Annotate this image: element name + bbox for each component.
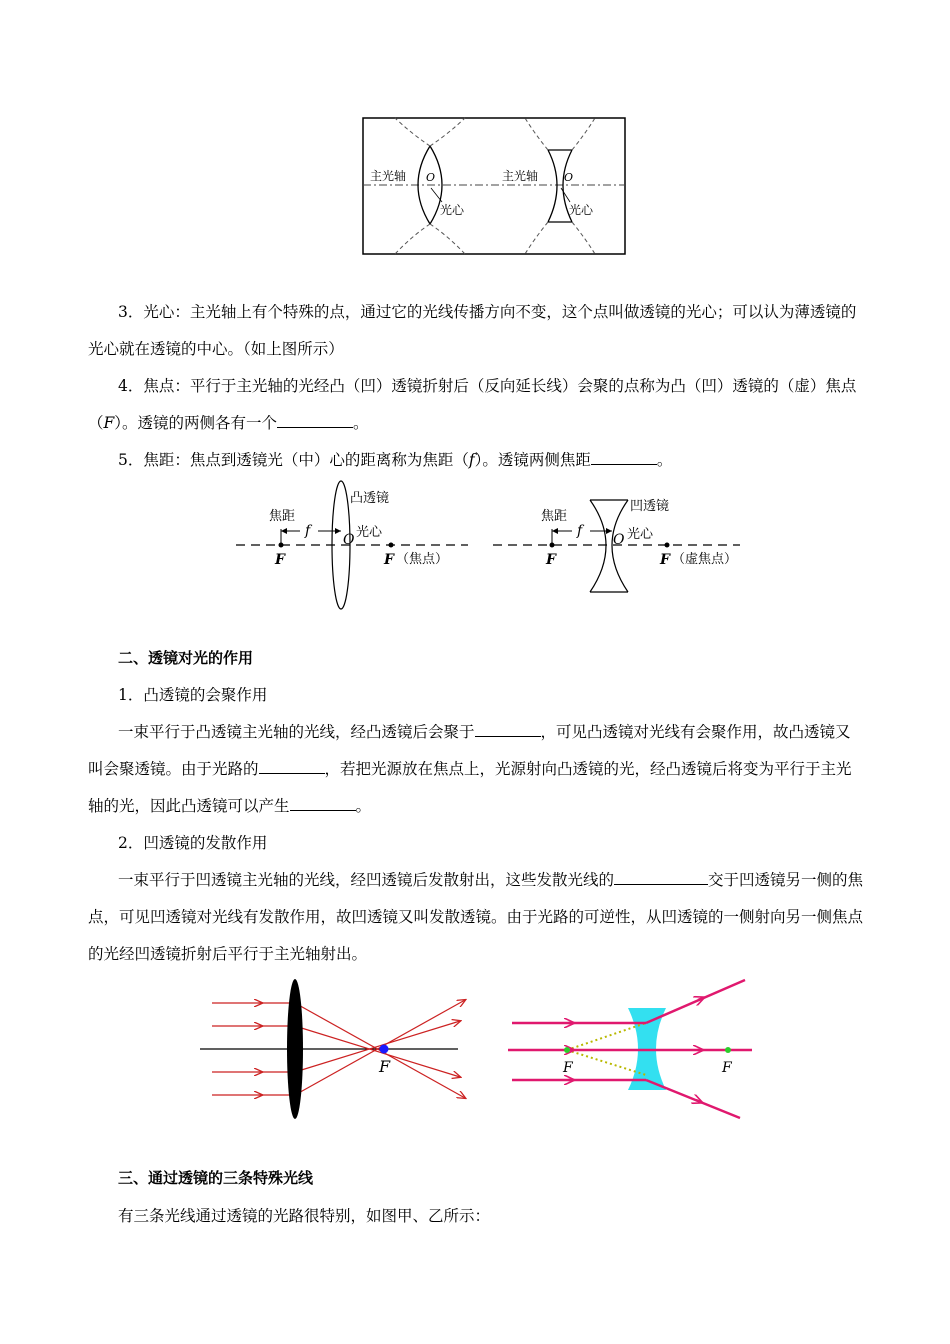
concave-virtual-focus-label: （虚焦点） — [672, 552, 738, 567]
item-5-text-c: 。 — [656, 451, 673, 469]
convex-ray-F: F — [379, 1057, 391, 1076]
item-4-text-c: 。 — [353, 414, 369, 432]
concave-ray-F-left: F — [563, 1060, 573, 1076]
section-2-para-2 — [88, 862, 864, 973]
section-2-heading: 二、透镜对光的作用 — [118, 649, 254, 667]
para-1-b: ，可见凸透镜对光线有会聚作用，故凸透镜又叫会聚透镜。由于光路的 — [88, 723, 851, 778]
para-1-a: 一束平行于凸透镜主光轴的光线，经凸透镜后会聚于 — [118, 723, 475, 741]
item-4-focal-point — [88, 368, 864, 442]
fig1-axis-label-right: 主光轴 — [502, 169, 539, 183]
concave-F-left: F — [546, 552, 556, 568]
para-2-a: 一束平行于凹透镜主光轴的光线，经凹透镜后发散射出，这些发散光线的 — [118, 871, 615, 889]
item-3-optical-center — [88, 294, 864, 368]
convex-title: 凸透镜 — [350, 491, 390, 506]
para-1-blank-3[interactable] — [290, 796, 356, 811]
convex-focus-label: （焦点） — [396, 552, 449, 567]
section-2-sub-1: 1．凸透镜的会聚作用 — [118, 686, 268, 704]
fig1-o-left: O — [426, 171, 436, 184]
concave-ray-F-right: F — [722, 1060, 732, 1076]
ray-figure — [0, 975, 950, 1125]
fig1-o-right: O — [564, 171, 574, 184]
section-2-para-1 — [88, 714, 864, 825]
item-5-number: 5． — [118, 451, 144, 469]
convex-f-symbol: f — [305, 523, 311, 539]
para-2-b: 交于凹透镜另一侧的焦点，可见凹透镜对光线有发散作用，故凹透镜又叫发散透镜。由于光路的可逆性，从凹透镜的一侧射向另一侧焦点的光经凹透镜折射后平行于主光轴射出。 — [88, 871, 864, 963]
concave-F-right: F — [660, 552, 670, 568]
item-4-symbol: F — [103, 414, 115, 432]
convex-F-left: F — [275, 552, 285, 568]
item-3-text: 光心：主光轴上有个特殊的点，通过它的光线传播方向不变，这个点叫做透镜的光心；可以认为薄透镜的光心就在透镜的中心。（如上图所示） — [88, 303, 857, 358]
convex-focal-length-label: 焦距 — [269, 509, 296, 524]
item-5-focal-length — [88, 442, 864, 479]
fig1-axis-label-left: 主光轴 — [370, 169, 407, 183]
item-5-symbol: f — [468, 451, 475, 469]
convex-F-right: F — [384, 552, 394, 568]
section-3-para: 有三条光线通过透镜的光路很特别，如图甲、乙所示： — [118, 1207, 491, 1225]
convex-o-symbol: O — [343, 532, 355, 548]
convex-center-label: 光心 — [356, 525, 383, 540]
para-1-blank-1[interactable] — [475, 722, 541, 737]
item-4-blank[interactable] — [277, 413, 353, 428]
item-4-number: 4． — [118, 377, 144, 395]
item-4-text-a: 焦点：平行于主光轴的光经凸（凹）透镜折射后（反向延长线）会聚的点称为凸（凹）透镜的（虚）焦点（ — [88, 377, 857, 432]
section-2-sub-2: 2．凹透镜的发散作用 — [118, 834, 268, 852]
item-5-text-a: 焦距：焦点到透镜光（中）心的距离称为焦距（ — [143, 451, 469, 469]
para-1-c: ，若把光源放在焦点上，光源射向凸透镜的光，经凸透镜后将变为平行于主光轴的光，因此凸透镜可以产生 — [88, 760, 852, 815]
concave-center-label: 光心 — [627, 527, 654, 542]
concave-title: 凹透镜 — [630, 499, 670, 514]
concave-focal-length-label: 焦距 — [541, 509, 568, 524]
lens-axis-figure — [0, 0, 950, 270]
item-5-text-b: ）。透镜两侧焦距 — [474, 451, 591, 469]
item-3-number: 3． — [118, 303, 144, 321]
item-4-text-b: ）。透镜的两侧各有一个 — [114, 414, 278, 432]
concave-f-symbol: f — [577, 523, 583, 539]
para-1-d: 。 — [355, 797, 372, 815]
item-5-blank[interactable] — [591, 450, 657, 465]
para-1-blank-2[interactable] — [259, 759, 325, 774]
fig1-center-right: 光心 — [569, 203, 594, 217]
focal-length-figure — [0, 480, 950, 615]
concave-o-symbol: O — [613, 532, 625, 548]
para-2-blank[interactable] — [614, 870, 708, 885]
section-3-heading: 三、通过透镜的三条特殊光线 — [118, 1169, 314, 1187]
fig1-center-left: 光心 — [440, 203, 465, 217]
